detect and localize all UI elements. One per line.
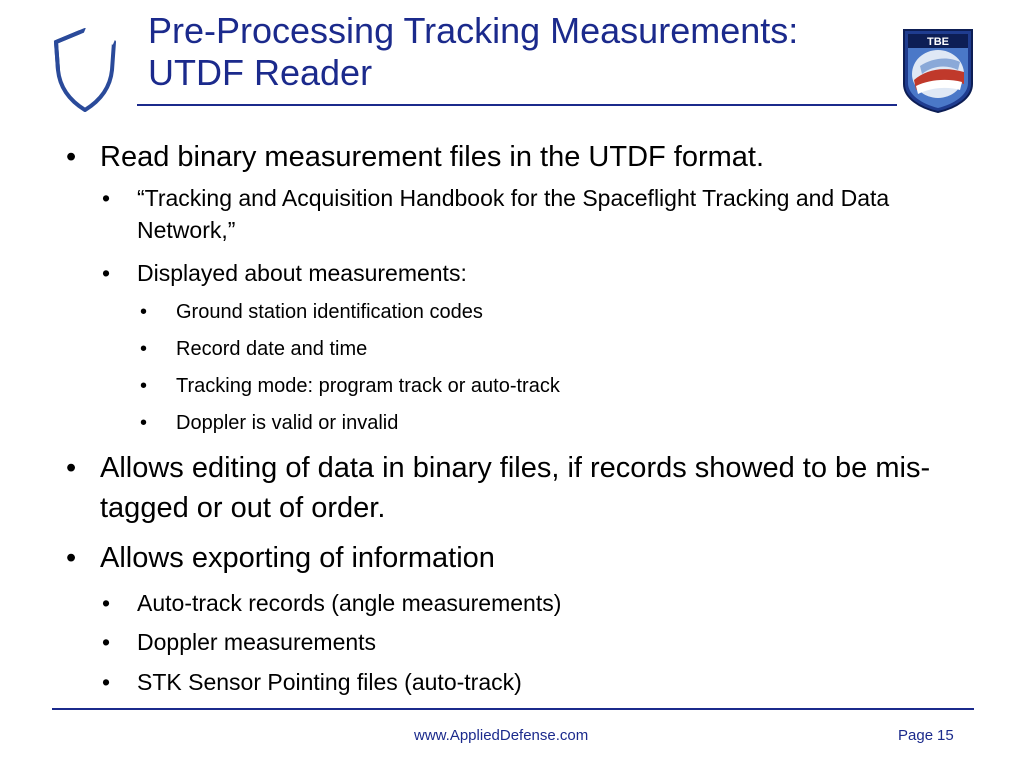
bullet-level-1 xyxy=(66,538,966,578)
bullet-text: “Tracking and Acquisition Handbook for the Spaceflight Tracking and Data Network,” xyxy=(137,185,890,243)
bullet-level-2 xyxy=(102,666,962,698)
bullet-level-3 xyxy=(140,298,940,326)
page-number xyxy=(898,727,954,745)
bullet-text: Tracking mode: program track or auto-track xyxy=(176,375,560,397)
bullet-marker: • xyxy=(66,452,77,484)
bullet-marker: • xyxy=(102,260,111,286)
bullet-text: Auto-track records (angle measurements) xyxy=(137,590,562,616)
page-number-value: 15 xyxy=(937,727,954,744)
bullet-level-1 xyxy=(66,448,966,528)
bullet-marker: • xyxy=(66,542,77,574)
bullet-text: Doppler measurements xyxy=(137,629,377,655)
bullet-marker: • xyxy=(102,590,111,616)
bullet-marker: • xyxy=(140,338,148,360)
footer-divider xyxy=(52,708,974,710)
bullet-marker: • xyxy=(140,301,148,323)
svg-text:TBE: TBE xyxy=(927,36,949,48)
bullet-marker: • xyxy=(102,669,111,695)
bullet-level-2 xyxy=(102,626,962,658)
bullet-level-2 xyxy=(102,182,962,246)
bullet-level-3 xyxy=(140,409,940,437)
bullet-marker: • xyxy=(102,629,111,655)
bullet-level-1 xyxy=(66,137,966,177)
bullet-text: Doppler is valid or invalid xyxy=(176,412,399,434)
bullet-level-2 xyxy=(102,257,962,289)
bullet-level-2 xyxy=(102,587,962,619)
bullet-text: Displayed about measurements: xyxy=(137,260,467,286)
slide-title-line: UTDF Reader xyxy=(148,52,373,93)
bullet-marker: • xyxy=(140,375,148,397)
bullet-text: Ground station identification codes xyxy=(176,301,483,323)
bullet-level-3 xyxy=(140,372,940,400)
footer-website-link[interactable]: www.AppliedDefense.com xyxy=(414,727,589,744)
slide-title-line: Pre-Processing Tracking Measurements: xyxy=(148,10,799,51)
bullet-marker: • xyxy=(140,412,148,434)
bullet-text: STK Sensor Pointing files (auto-track) xyxy=(137,669,522,695)
bullet-text: Read binary measurement files in the UTDF format. xyxy=(100,141,765,173)
bullet-text: Allows exporting of information xyxy=(100,542,495,574)
bullet-level-3 xyxy=(140,335,940,363)
bullet-marker: • xyxy=(66,141,77,173)
bullet-marker: • xyxy=(102,185,111,211)
page-label: Page xyxy=(898,727,934,744)
bullet-text: Record date and time xyxy=(176,338,368,360)
bullet-text: Allows editing of data in binary files, if records showed to be mis-tagged or out of order. xyxy=(100,452,931,524)
